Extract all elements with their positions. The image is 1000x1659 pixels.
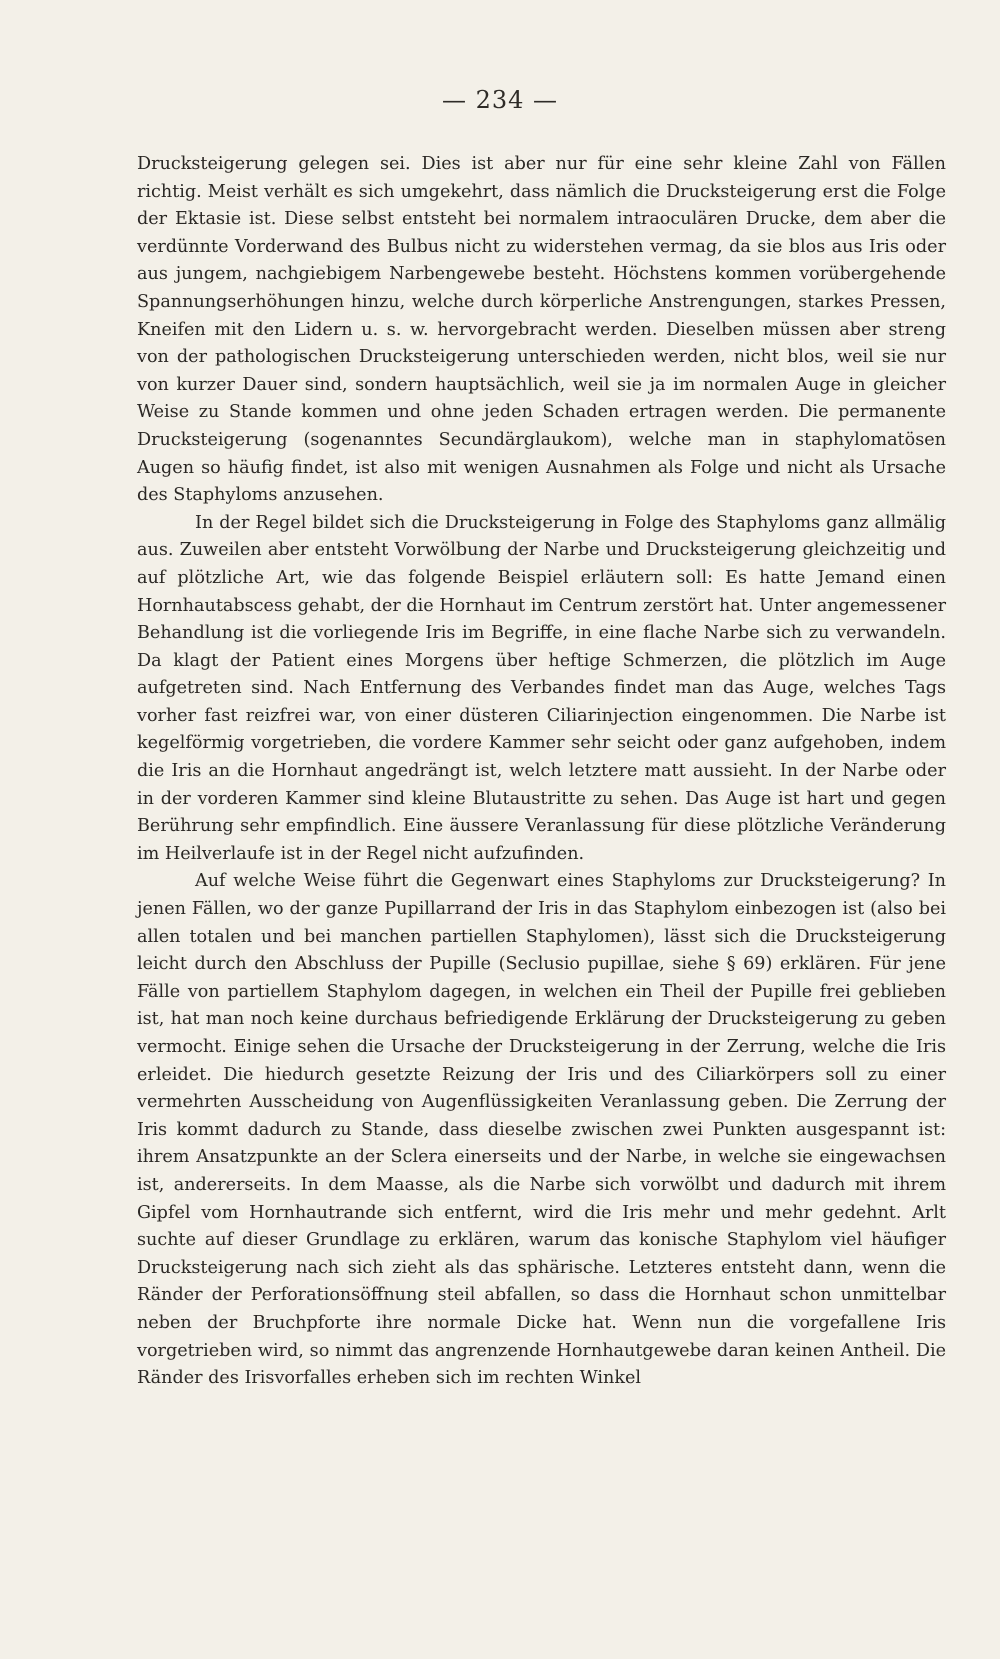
page-number: — 234 —	[441, 86, 559, 114]
paragraph-1: Drucksteigerung gelegen sei. Dies ist aber nur für eine sehr kleine Zahl von Fällen richtig. Meist verhält es sich umgekehrt, dass nämlich die Drucksteigerung erst die Folge der Ektasie ist. Diese selbst entsteht bei normalem intraoculären Drucke, dem aber die verdünnte Vorderwand des Bulbus nicht zu widerstehen vermag, da sie blos aus Iris oder aus jungem, nachgiebigem Narbengewebe besteht. Höchstens kommen vorübergehende Spannungserhöhungen hinzu, welche durch körperliche Anstrengungen, starkes Pressen, Kneifen mit den Lidern u. s. w. hervorgebracht werden. Dieselben müssen aber streng von der pathologischen Drucksteigerung unterschieden werden, nicht blos, weil sie nur von kurzer Dauer sind, sondern hauptsächlich, weil sie ja im normalen Auge in gleicher Weise zu Stande kommen und ohne jeden Schaden ertragen werden. Die permanente Drucksteigerung (sogenanntes Secundärglaukom), welche man in staphylomatösen Augen so häufig findet, ist also mit wenigen Ausnahmen als Folge und nicht als Ursache des Staphyloms anzusehen.	[137, 154, 946, 506]
paragraph-2: In der Regel bildet sich die Drucksteigerung in Folge des Staphyloms ganz allmälig aus. Zuweilen aber entsteht Vorwölbung der Narbe und Drucksteigerung gleichzeitig und auf plötzliche Art, wie das folgende Beispiel erläutern soll: Es hatte Jemand einen Hornhautabscess gehabt, der die Hornhaut im Centrum zerstört hat. Unter angemessener Behandlung ist die vorliegende Iris im Begriffe, in eine flache Narbe sich zu verwandeln. Da klagt der Patient eines Morgens über heftige Schmerzen, die plötzlich im Auge aufgetreten sind. Nach Entfernung des Verbandes findet man das Auge, welches Tags vorher fast reizfrei war, von einer düsteren Ciliarinjection eingenommen. Die Narbe ist kegelförmig vorgetrieben, die vordere Kammer sehr seicht oder ganz aufgehoben, indem die Iris an die Hornhaut angedrängt ist, welch letztere matt aussieht. In der Narbe oder in der vorderen Kammer sind kleine Blutaustritte zu sehen. Das Auge ist hart und gegen Berührung sehr empfindlich. Eine äussere Veranlassung für diese plötzliche Veränderung im Heilverlaufe ist in der Regel nicht aufzufinden.	[137, 512, 946, 864]
paragraph-3: Auf welche Weise führt die Gegenwart eines Staphyloms zur Drucksteigerung? In jenen Fällen, wo der ganze Pupillarrand der Iris in das Staphylom einbezogen ist (also bei allen totalen und bei manchen partiellen Staphylomen), lässt sich die Drucksteigerung leicht durch den Abschluss der Pupille (Seclusio pupillae, siehe § 69) erklären. Für jene Fälle von partiellem Staphylom dagegen, in welchen ein Theil der Pupille frei geblieben ist, hat man noch keine durchaus befriedigende Erklärung der Drucksteigerung zu geben vermocht. Einige sehen die Ursache der Drucksteigerung in der Zerrung, welche die Iris erleidet. Die hiedurch gesetzte Reizung der Iris und des Ciliarkörpers soll zu einer vermehrten Ausscheidung von Augenflüssigkeiten Veranlassung geben. Die Zerrung der Iris kommt dadurch zu Stande, dass dieselbe zwischen zwei Punkten ausgespannt ist: ihrem Ansatzpunkte an der Sclera einerseits und der Narbe, in welche sie eingewachsen ist, andererseits. In dem Maasse, als die Narbe sich vorwölbt und dadurch mit ihrem Gipfel vom Hornhautrande sich entfernt, wird die Iris mehr und mehr gedehnt. Arlt suchte auf dieser Grundlage zu erklären, warum das konische Staphylom viel häufiger Drucksteigerung nach sich zieht als das sphärische. Letzteres entsteht dann, wenn die Ränder der Perforationsöffnung steil abfallen, so dass die Hornhaut schon unmittelbar neben der Bruchpforte ihre normale Dicke hat. Wenn nun die vorgefallene Iris vorgetrieben wird, so nimmt das angrenzende Hornhautgewebe daran keinen Antheil. Die Ränder des Irisvorfalles erheben sich im rechten Winkel	[137, 871, 946, 1389]
body-text	[137, 151, 946, 1393]
